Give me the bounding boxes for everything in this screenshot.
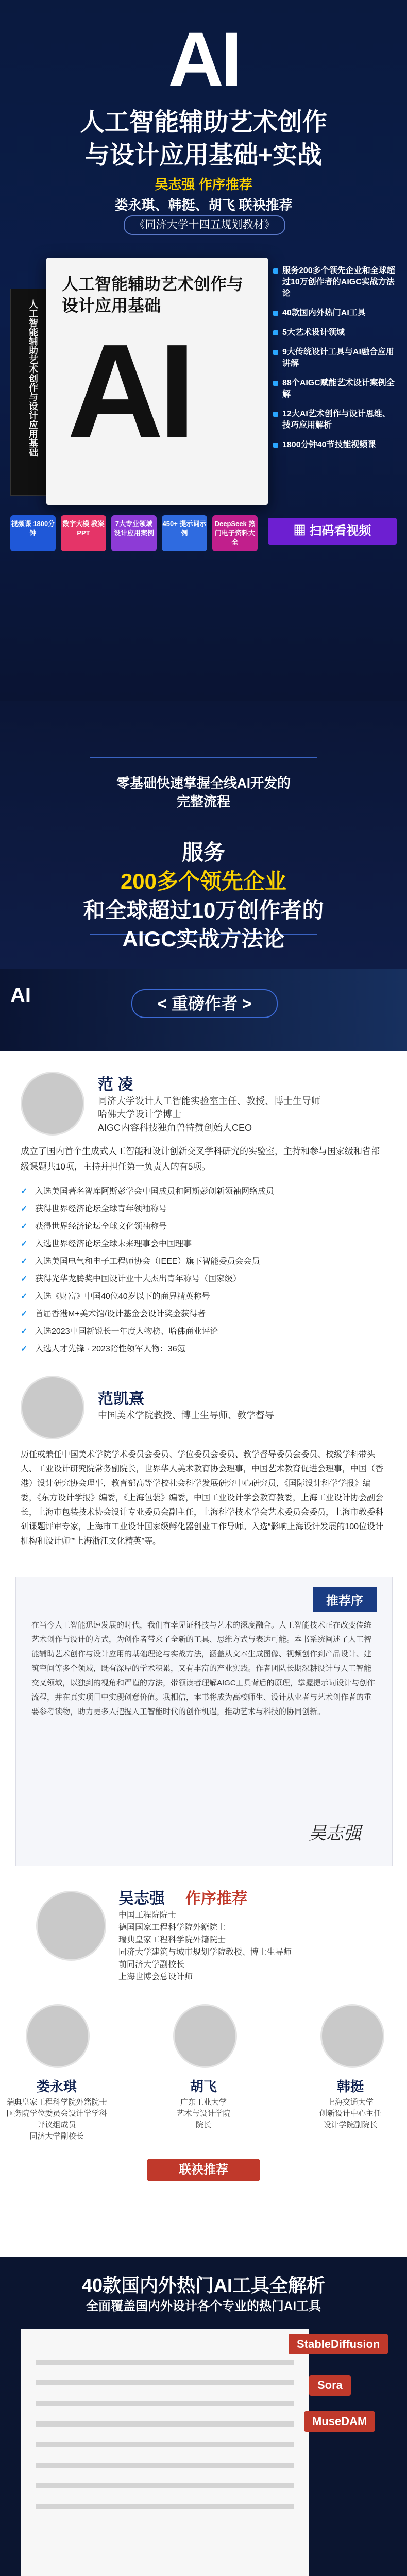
- badge-deepseek: DeepSeek 热门电子资料大全: [212, 515, 258, 551]
- book-big-ai: AI: [67, 317, 191, 466]
- author2-role: 中国美术学院教授、博士生导师、教学督导: [98, 1410, 274, 1420]
- honor-item: ✓ 获得世界经济论坛全球青年领袖称号: [21, 1202, 386, 1216]
- honor-item: ✓ 入选美国著名智库阿斯彭学会中国成员和阿斯彭创新领袖网络成员: [21, 1185, 386, 1198]
- author1-name: 范 凌: [98, 1076, 133, 1093]
- toc-line: [36, 2360, 294, 2365]
- scan-button-label: 扫码看视频: [309, 524, 371, 538]
- honor-item: ✓ 入选《财富》中国40位40岁以下的商界精英称号: [21, 1290, 386, 1303]
- co1-role-line: 国务院学位委员会设计学学科评议组成员: [6, 2109, 107, 2129]
- toc-line: [36, 2483, 294, 2488]
- feature-list: [273, 265, 397, 459]
- feature-item: 12大AI艺术创作与设计思维、技巧应用解析: [273, 409, 397, 431]
- co2-role-line: 广东工业大学: [180, 2098, 227, 2107]
- hero-section: [0, 0, 407, 701]
- author3-role: [118, 1909, 386, 1984]
- co1-role-line: 同济大学副校长: [29, 2132, 84, 2141]
- authors-header: [0, 969, 407, 1051]
- co3-name: 韩挺: [336, 2079, 364, 2094]
- toc-line: [36, 2463, 294, 2468]
- author3-role-line: 同济大学建筑与城市规划学院教授、博士生导师: [118, 1948, 292, 1957]
- toc-line: [36, 2442, 294, 2447]
- badge-ppt: 数字大模 教案PPT: [61, 515, 106, 551]
- author3-role-line: 瑞典皇家工程科学院外籍院士: [118, 1936, 226, 1944]
- honor-item: ✓ 首届香港M+美术馆/设计基金会设计奖金获得者: [21, 1308, 386, 1321]
- author1-bio: 成立了国内首个生成式人工智能和设计创新交叉学科研究的实验室，主持和参与国家级和省部级课题共10项，主持并担任第一负责人的有5项。: [21, 1146, 380, 1172]
- intro-line6: AIGC实战方法论: [122, 927, 285, 951]
- author3-role-line: 上海世博会总设计师: [118, 1973, 193, 1981]
- book-front-cover: [46, 258, 268, 505]
- honor-item: ✓ 入选美国电气和电子工程师协会（IEEE）旗下智能委员会会员: [21, 1255, 386, 1268]
- avatar-author2: [21, 1376, 84, 1439]
- author3-role-line: 德国国家工程科学院外籍院士: [118, 1923, 226, 1932]
- badge-prompts: 450+ 提示词示例: [162, 515, 207, 551]
- tools-subtitle: 全面覆盖国内外设计各个专业的热门AI工具: [86, 2299, 321, 2313]
- tool-tag-sora: Sora: [309, 2375, 351, 2396]
- preface-title: 推荐序: [313, 1587, 377, 1612]
- feature-item: 服务200多个领先企业和全球超过10万创作者的AIGC实战方法论: [273, 265, 397, 299]
- honor-item: ✓ 入选世界经济论坛全球未来理事会中国理事: [21, 1238, 386, 1251]
- authors-section: [0, 969, 407, 2257]
- ai-logo: AI: [168, 16, 239, 103]
- honor-item: ✓ 入选2023中国新锐长一年度人物榜、哈佛商业评论: [21, 1325, 386, 1338]
- avatar-co3: [320, 2004, 384, 2068]
- tool-tag-stablediffusion: StableDiffusion: [289, 2334, 388, 2354]
- badge-row: [10, 515, 263, 551]
- author3-name: 吴志强: [118, 1890, 165, 1907]
- preface-card: [15, 1577, 393, 1866]
- intro-line3: 服务: [181, 840, 225, 865]
- intro-line4: 200多个领先企业: [120, 869, 287, 893]
- tools-title: 40款国内外热门AI工具全解析: [81, 2275, 326, 2296]
- co2-role-line: 院长: [195, 2121, 211, 2129]
- authors-header-title: < 重磅作者 >: [131, 989, 278, 1018]
- badge-cases: 7大专业领域 设计应用案例: [111, 515, 157, 551]
- feature-item: 1800分钟40节技能视频课: [273, 439, 397, 451]
- feature-item: 5大艺术设计领域: [273, 327, 397, 338]
- intro-line5: 和全球超过10万创作者的: [83, 898, 324, 922]
- co2-name: 胡飞: [190, 2079, 217, 2094]
- author3-badge: 作序推荐: [185, 1890, 247, 1907]
- toc-line: [36, 2380, 294, 2385]
- avatar-author3: [36, 1891, 106, 1961]
- qr-icon: ▦: [293, 524, 310, 538]
- author1-role-line: 哈佛大学设计学博士: [98, 1109, 181, 1120]
- intro-line2: 完整流程: [176, 794, 230, 809]
- author1-role-line: 同济大学设计人工智能实验室主任、教授、博士生导师: [98, 1096, 320, 1106]
- badge-video: 视频课 1800分钟: [10, 515, 56, 551]
- honor-item: ✓ 入选人才先锋 · 2023陪性领军人物：36氪: [21, 1343, 386, 1356]
- author1-role-line: AIGC内容科技独角兽特赞创始人CEO: [98, 1123, 252, 1133]
- author2-bio: 历任或兼任中国美术学院学术委员会委员、学位委员会委员、教学督导委员会委员、校级学科带头人、工业设计研究院常务副院长，世界华人美术教育协会理事，中国艺术教育促进会理事，中国（香港）设计研究协会理事，教育部高等学校社会科学发展研究中心研究员，《国际设计科学学报》编委，《东方设计学报》编委，《上海包装》编委，中国工业设计学会教育教委，上海工业设计协会副会长，上海市包装技术协会设计专业委员会副主任，上海科学技术学会艺术委员会委员，上海市教委科研课题评审专家，上海市工业设计国家级孵化器创业工作导师。入选“影响上海设计发展的100位设计机构和设计师”“上海浙江文化精英”等。: [21, 1450, 384, 1546]
- co3-role-line: 创新设计中心主任: [319, 2109, 381, 2118]
- honor-item: ✓ 获得世界经济论坛全球文化领袖称号: [21, 1220, 386, 1233]
- avatar-author1: [21, 1072, 84, 1136]
- co2-role: [152, 2097, 255, 2131]
- author2-name: 范凯熹: [98, 1391, 144, 1408]
- intro-section: [0, 701, 407, 969]
- co1-name: 娄永琪: [36, 2079, 77, 2094]
- hero-title-line1: 人工智能辅助艺术创作: [79, 109, 327, 136]
- tools-book-page: [21, 2329, 309, 2576]
- co1-role-line: 瑞典皇家工程科学院外籍院士: [6, 2098, 107, 2107]
- joint-recommend-label: 联袂推荐: [147, 2159, 260, 2181]
- book-spine-text: 人工智能辅助艺术创作与设计应用基础: [28, 299, 38, 457]
- author1-role: [98, 1094, 386, 1134]
- scan-video-button[interactable]: [268, 518, 397, 545]
- author3-role-line: 中国工程院院士: [118, 1911, 177, 1920]
- feature-item: 40款国内外热门AI工具: [273, 308, 397, 319]
- avatar-co2: [173, 2004, 237, 2068]
- author1-honor-list: [21, 1185, 386, 1360]
- hero-title-line2: 与设计应用基础+实战: [84, 142, 323, 169]
- toc-line: [36, 2421, 294, 2427]
- series-tag: 《同济大学十四五规划教材》: [124, 215, 285, 235]
- hero-recommend: 吴志强 作序推荐: [155, 177, 252, 192]
- co3-role-line: 上海交通大学: [327, 2098, 374, 2107]
- co3-role-line: 设计学院副院长: [323, 2121, 378, 2129]
- intro-line1: 零基础快速掌握全线AI开发的: [116, 775, 291, 791]
- authors-header-logo: AI: [10, 984, 31, 1007]
- feature-item: 9大传统设计工具与AI融合应用讲解: [273, 347, 397, 369]
- preface-text: 在当今人工智能迅速发展的时代，我们有幸见证科技与艺术的深度融合。人工智能技术正在改变传统艺术创作与设计的方式，为创作者带来了全新的工具、思维方式与表达可能。本书系统阐述了人工智能辅助艺术创作与设计应用的基础理论与实战方法，涵盖从文本生成图像、视频创作到产品设计、建筑空间等多个领域，既有深厚的学术积累，又有丰富的产业实践。作者团队长期深耕设计与人工智能交叉领域，以独到的视角和严谨的方法，带领读者理解AIGC工具背后的原理，掌握提示词设计与创作流程，并在真实项目中实现创意价值。我相信，本书将成为高校师生、设计从业者与艺术创作者的重要参考读物，助力更多人把握人工智能时代的创作机遇，推动艺术与科技的协同创新。: [31, 1621, 375, 1716]
- toc-line: [36, 2401, 294, 2406]
- preface-signature: 吴志强: [309, 1823, 361, 1844]
- author3-role-line: 前同济大学副校长: [118, 1960, 185, 1969]
- co1-role: [5, 2097, 108, 2142]
- book-title: 人工智能辅助艺术创作与设计应用基础: [62, 275, 244, 315]
- feature-item: 88个AIGC赋能艺术设计案例全解: [273, 378, 397, 400]
- tools-section: [0, 2257, 407, 2576]
- hero-co-recommend: 娄永琪、韩挺、胡飞 联袂推荐: [114, 197, 293, 213]
- co2-role-line: 艺术与设计学院: [176, 2109, 231, 2118]
- co3-role: [299, 2097, 402, 2131]
- tool-tag-musedam: MuseDAM: [304, 2411, 375, 2432]
- avatar-co1: [26, 2004, 90, 2068]
- toc-line: [36, 2504, 294, 2509]
- honor-item: ✓ 获得光华龙腾奖中国设计业十大杰出青年称号（国家级）: [21, 1273, 386, 1286]
